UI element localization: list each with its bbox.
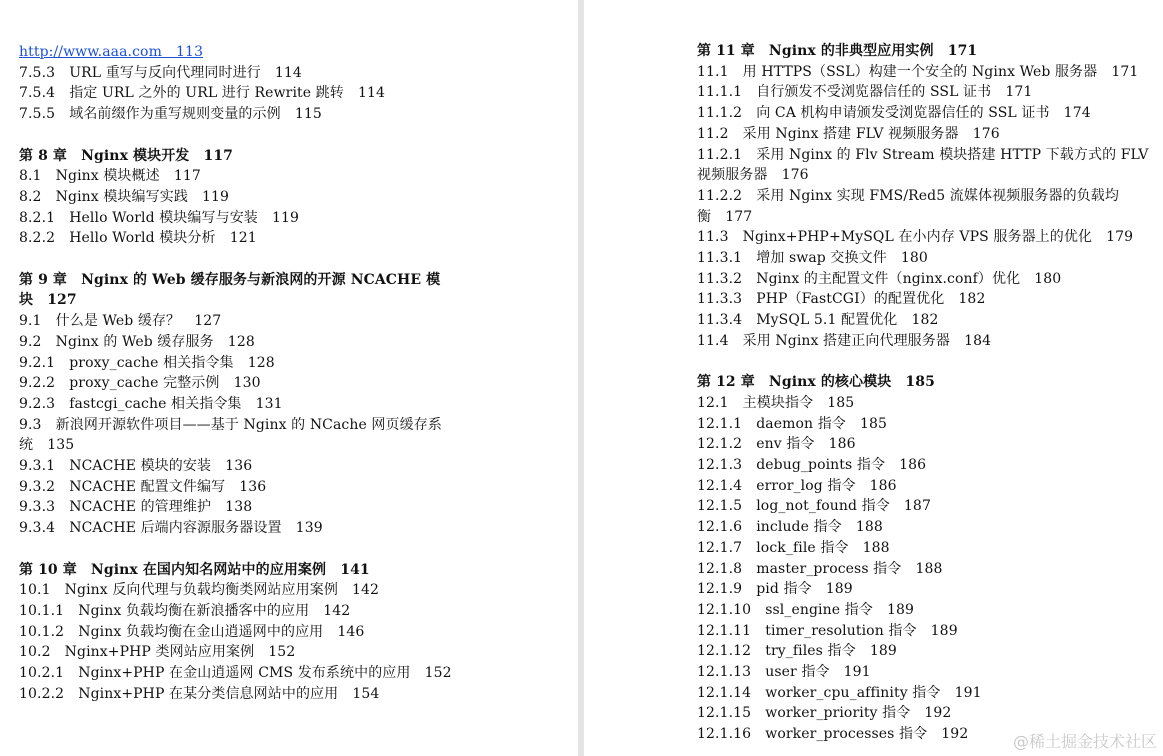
toc-entry: 10.2 Nginx+PHP 类网站应用案例 152 [19,644,296,661]
toc-entry: 11.3 Nginx+PHP+MySQL 在小内存 VPS 服务器上的优化 179 [697,229,1134,246]
chapter-heading: 第 11 章 Nginx 的非典型应用实例 171 [697,43,978,59]
right-page [584,0,1163,756]
toc-entry: 12.1.10 ssl_engine 指令 189 [697,601,914,618]
toc-entry: 12.1.8 master_process 指令 188 [697,560,943,577]
toc-entry: 12.1 主模块指令 185 [697,394,855,411]
toc-entry: 12.1.1 daemon 指令 185 [697,415,888,432]
toc-link[interactable]: http://www.aaa.com 113 [19,44,204,60]
toc-entry: 9.3.3 NCACHE 的管理维护 138 [19,499,253,516]
toc-entry: 12.1.12 try_files 指令 189 [697,643,897,660]
toc-entry: 9.3 新浪网开源软件项目——基于 Nginx 的 NCache 网页缓存系 [19,416,442,433]
toc-entry: 8.2.2 Hello World 模块分析 121 [19,230,257,247]
toc-entry: 11.2 采用 Nginx 搭建 FLV 视频服务器 176 [697,125,1000,142]
toc-entry: 12.1.7 lock_file 指令 188 [697,539,890,556]
toc-entry: 10.2.2 Nginx+PHP 在某分类信息网站中的应用 154 [19,685,380,702]
left-page [0,0,578,756]
toc-entry: 10.2.1 Nginx+PHP 在金山逍遥网 CMS 发布系统中的应用 152 [19,665,452,681]
chapter-heading: 第 10 章 Nginx 在国内知名网站中的应用案例 141 [19,561,370,578]
toc-entry: 9.2 Nginx 的 Web 缓存服务 128 [19,333,255,350]
toc-entry: 11.4 采用 Nginx 搭建正向代理服务器 184 [697,332,992,349]
toc-entry: 11.2.2 采用 Nginx 实现 FMS/Red5 流媒体视频服务器的负载均 [697,187,1119,204]
toc-entry: 11.3.2 Nginx 的主配置文件（nginx.conf）优化 180 [697,270,1062,287]
toc-entry: 9.3.2 NCACHE 配置文件编写 136 [19,478,267,495]
watermark: @稀土掘金技术社区 [1012,732,1157,751]
toc-entry: 12.1.14 worker_cpu_affinity 指令 191 [697,684,982,701]
toc-entry: 统 135 [19,437,75,454]
chapter-heading: 第 12 章 Nginx 的核心模块 185 [697,374,935,391]
toc-entry: 12.1.15 worker_priority 指令 192 [697,705,952,722]
toc-entry: 视频服务器 176 [697,167,809,184]
toc-entry: 7.5.3 URL 重写与反向代理同时进行 114 [19,64,302,81]
toc-entry: 11.3.1 增加 swap 交换文件 180 [697,250,928,266]
toc-entry: 7.5.5 域名前缀作为重写规则变量的示例 115 [19,106,322,123]
toc-entry: 11.1.1 自行颁发不受浏览器信任的 SSL 证书 171 [697,84,1033,101]
toc-entry: 12.1.6 include 指令 188 [697,519,883,536]
toc-entry: 10.1.1 Nginx 负载均衡在新浪播客中的应用 142 [19,602,351,619]
toc-entry: 12.1.13 user 指令 191 [697,664,871,680]
chapter-heading: 第 9 章 Nginx 的 Web 缓存服务与新浪网的开源 NCACHE 模 [19,271,441,288]
toc-entry: 9.3.4 NCACHE 后端内容源服务器设置 139 [19,520,323,537]
toc-entry: 10.1.2 Nginx 负载均衡在金山逍遥网中的应用 146 [19,623,365,640]
toc-entry: 12.1.16 worker_processes 指令 192 [697,726,969,743]
toc-entry: 11.1.2 向 CA 机构申请颁发受浏览器信任的 SSL 证书 174 [697,105,1091,122]
toc-entry: 11.2.1 采用 Nginx 的 Flv Stream 模块搭建 HTTP 下载方式的 FLV [697,146,1149,163]
toc-entry: 8.1 Nginx 模块概述 117 [19,168,201,185]
toc-entry: 9.2.2 proxy_cache 完整示例 130 [19,375,261,392]
toc-entry: 11.3.4 MySQL 5.1 配置优化 182 [697,312,939,329]
toc-entry: 8.2 Nginx 模块编写实践 119 [19,188,230,205]
toc-entry: 12.1.9 pid 指令 189 [697,581,853,598]
toc-entry: 9.1 什么是 Web 缓存？ 127 [19,313,222,330]
toc-entry: 9.3.1 NCACHE 模块的安装 136 [19,458,253,474]
toc-entry: 12.1.11 timer_resolution 指令 189 [697,622,958,639]
chapter-heading: 第 8 章 Nginx 模块开发 117 [19,147,234,164]
toc-entry: 12.1.2 env 指令 186 [697,436,856,453]
toc-entry: 12.1.4 error_log 指令 186 [697,477,897,494]
toc-entry: 12.1.5 log_not_found 指令 187 [697,498,931,515]
toc-entry: 11.3.3 PHP（FastCGI）的配置优化 182 [697,291,986,308]
toc-entry: 衡 177 [697,208,753,225]
toc-entry: 12.1.3 debug_points 指令 186 [697,457,927,473]
toc-entry: 7.5.4 指定 URL 之外的 URL 进行 Rewrite 跳转 114 [19,85,386,102]
toc-entry: 8.2.1 Hello World 模块编写与安装 119 [19,209,300,226]
toc-entry: 9.2.3 fastcgi_cache 相关指令集 131 [19,395,283,412]
toc-entry: 11.1 用 HTTPS（SSL）构建一个安全的 Nginx Web 服务器 171 [697,63,1139,80]
chapter-heading: 块 127 [19,292,77,309]
toc-entry: 9.2.1 proxy_cache 相关指令集 128 [19,354,275,371]
toc-entry: 10.1 Nginx 反向代理与负载均衡类网站应用案例 142 [19,582,380,599]
